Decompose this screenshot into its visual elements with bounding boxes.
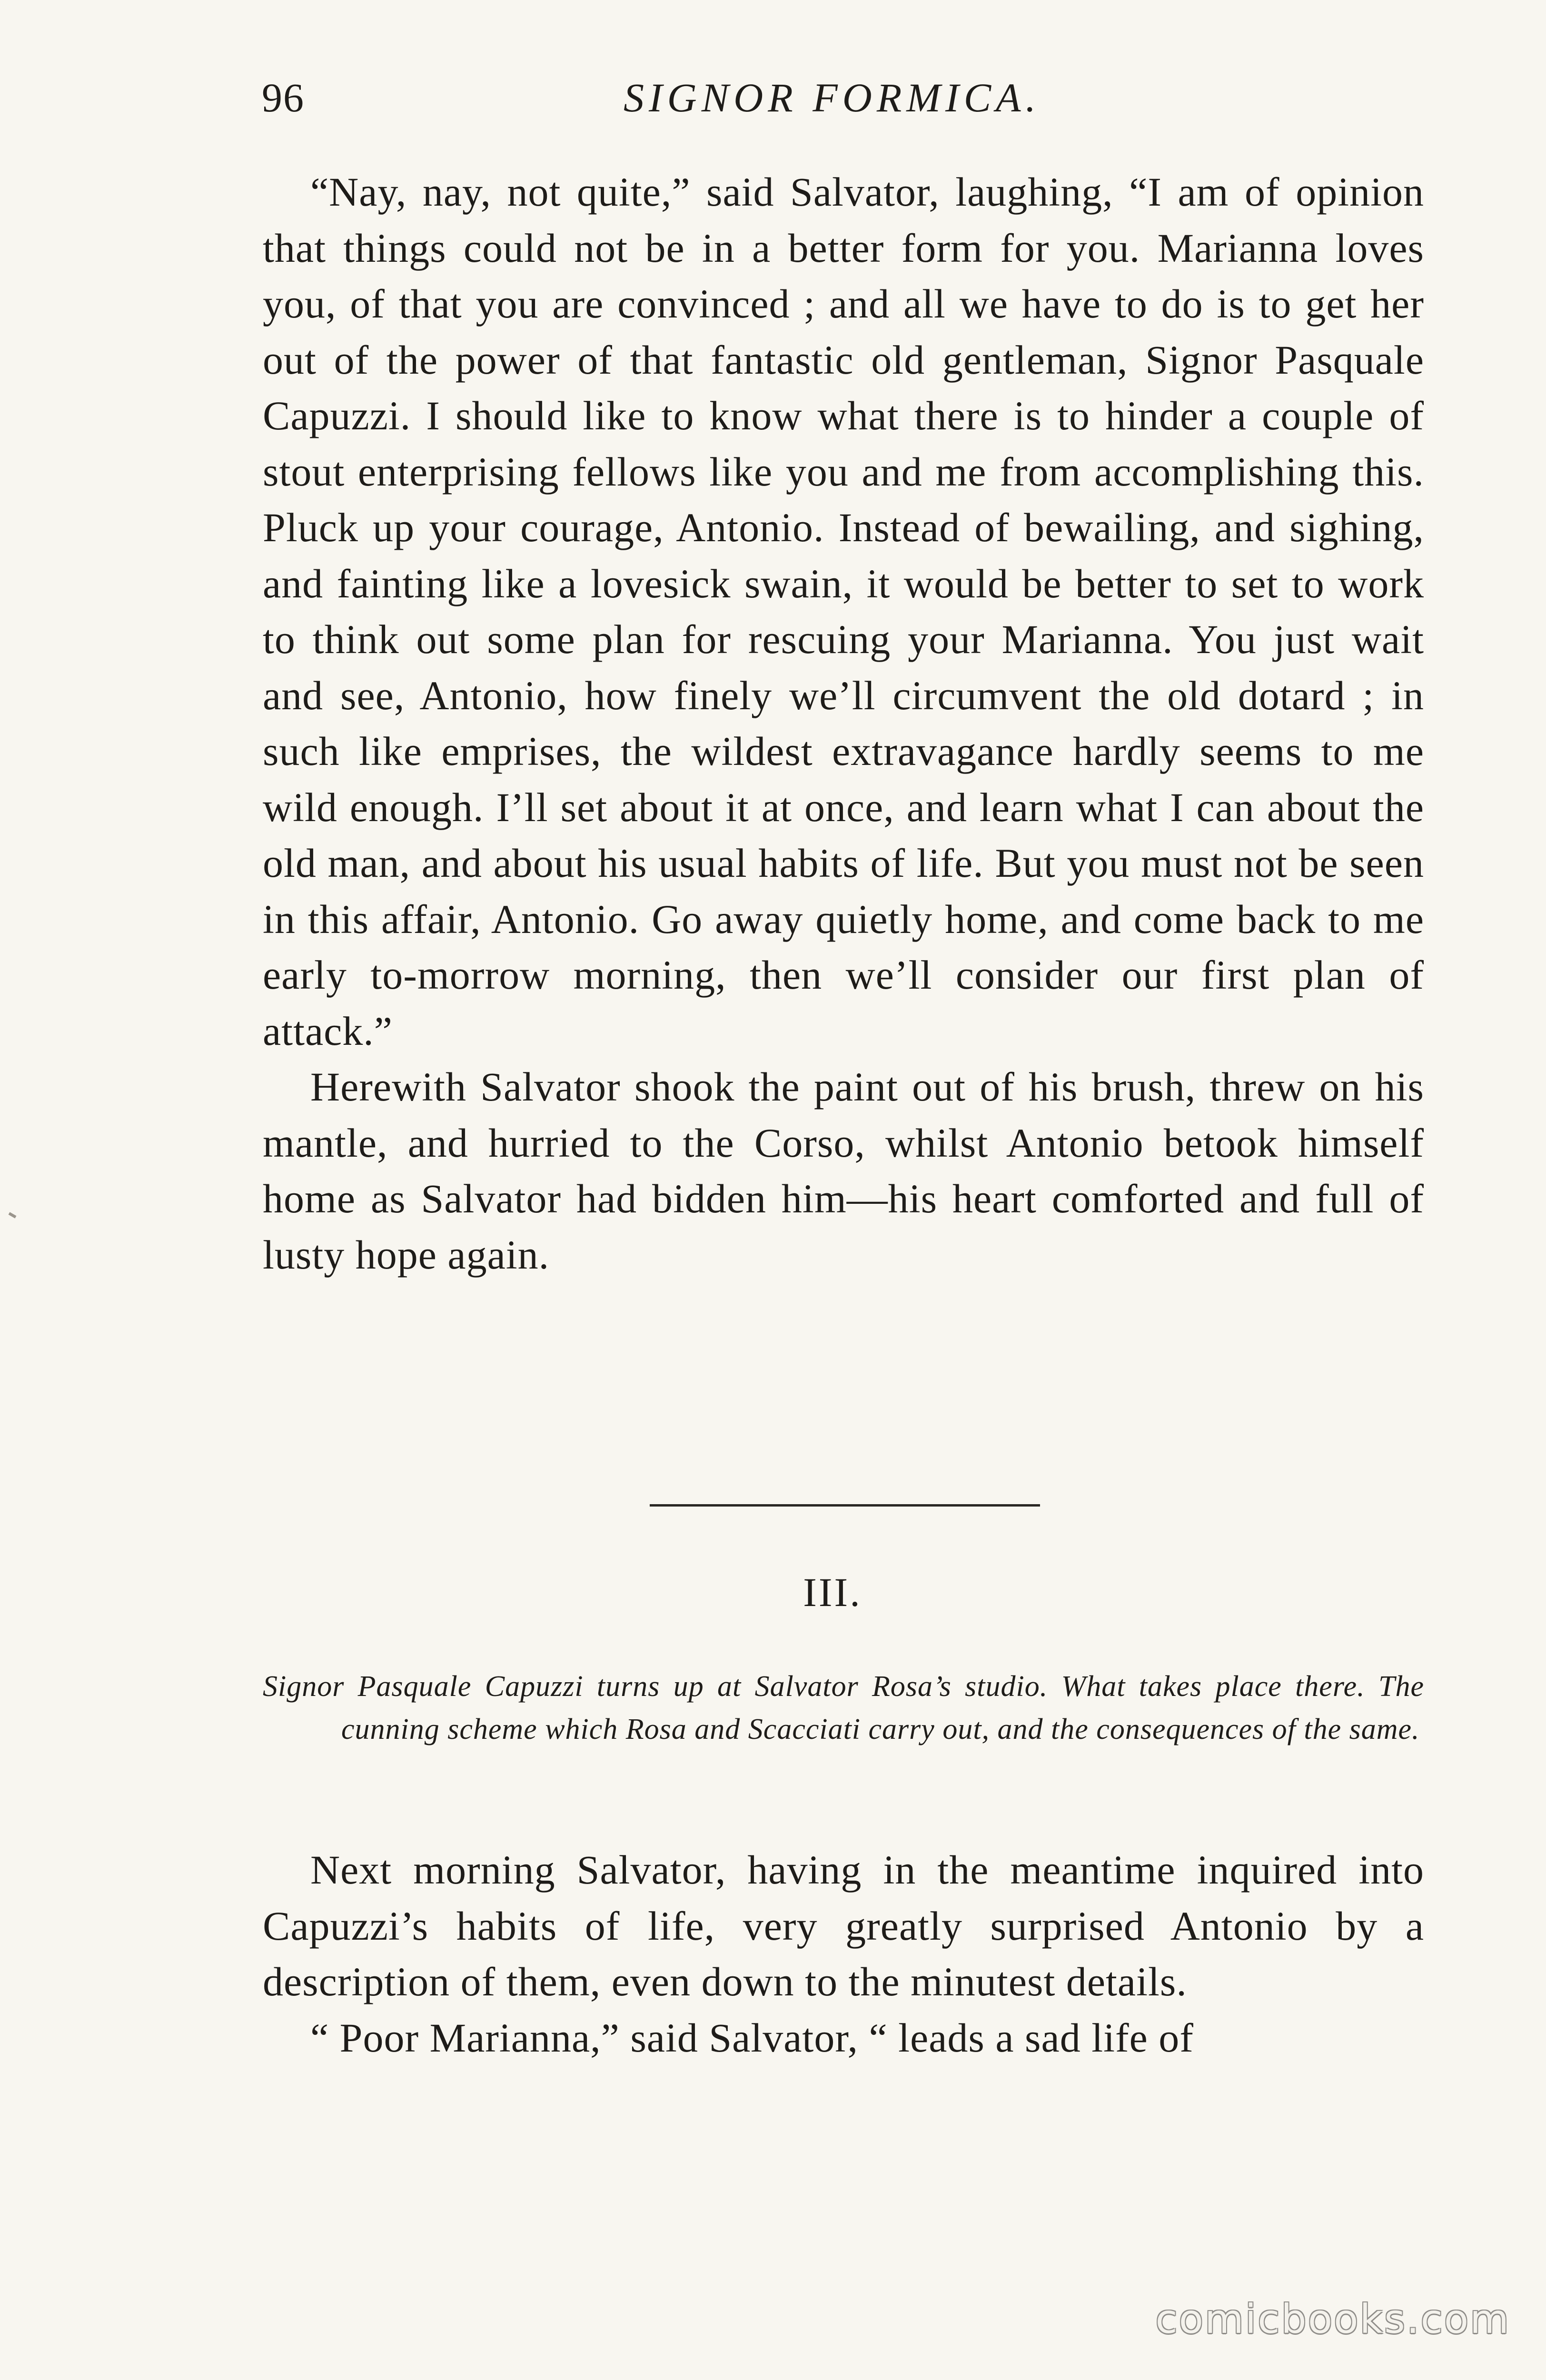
body-text-top [263,164,1424,1283]
watermark: comicbooks.com [1155,2296,1510,2342]
paragraph: Next morning Salvator, having in the meantime inquired into Capuzzi’s habits of life, very greatly surprised Antonio by a description of them, even down to the minutest details. [263,1847,1424,2004]
paragraph: Herewith Salvator shook the paint out of his brush, threw on his mantle, and hurried to the Corso, whilst Antonio betook himself home as Salvator had bidden him—his heart comforted and full of lusty hope again. [263,1064,1424,1278]
margin-speck [9,1212,17,1218]
synopsis-text: Signor Pasquale Capuzzi turns up at Salvator Rosa’s studio. What takes place there. The cunning scheme which Rosa and Scacciati carry out, and the consequences of the same. [263,1670,1424,1745]
chapter-number: III. [803,1569,862,1615]
section-divider [650,1504,1040,1507]
chapter-synopsis [263,1665,1424,1751]
paragraph: “Nay, nay, not quite,” said Salvator, laughing, “I am of opinion that things could not be in a better form for you. Marianna loves you, of that you are convinced ; and all we have to do is to get her out of the power of that fantastic old gentleman, Signor Pasquale Capuzzi. I should like to know what there is to hinder a couple of stout enterprising fellows like you and me from accomplishing this. Pluck up your courage, Antonio. Instead of bewailing, and sighing, and fainting like a lovesick swain, it would be better to set to work to think out some plan for rescuing your Marianna. You just wait and see, Antonio, how finely we’ll circumvent the old dotard ; in such like emprises, the wildest extravagance hardly seems to me wild enough. I’ll set about it at once, and learn what I can about the old man, and about his usual habits of life. But you must not be seen in this affair, Antonio. Go away quietly home, and come back to me early to-morrow morning, then we’ll consider our first plan of attack.” [263,169,1424,1054]
page-number: 96 [262,75,305,120]
running-title: SIGNOR FORMICA. [624,75,1041,120]
paragraph: “ Poor Marianna,” said Salvator, “ leads a sad life of [310,2014,1194,2061]
running-head [262,71,1423,124]
body-text-bottom [263,1842,1424,2066]
